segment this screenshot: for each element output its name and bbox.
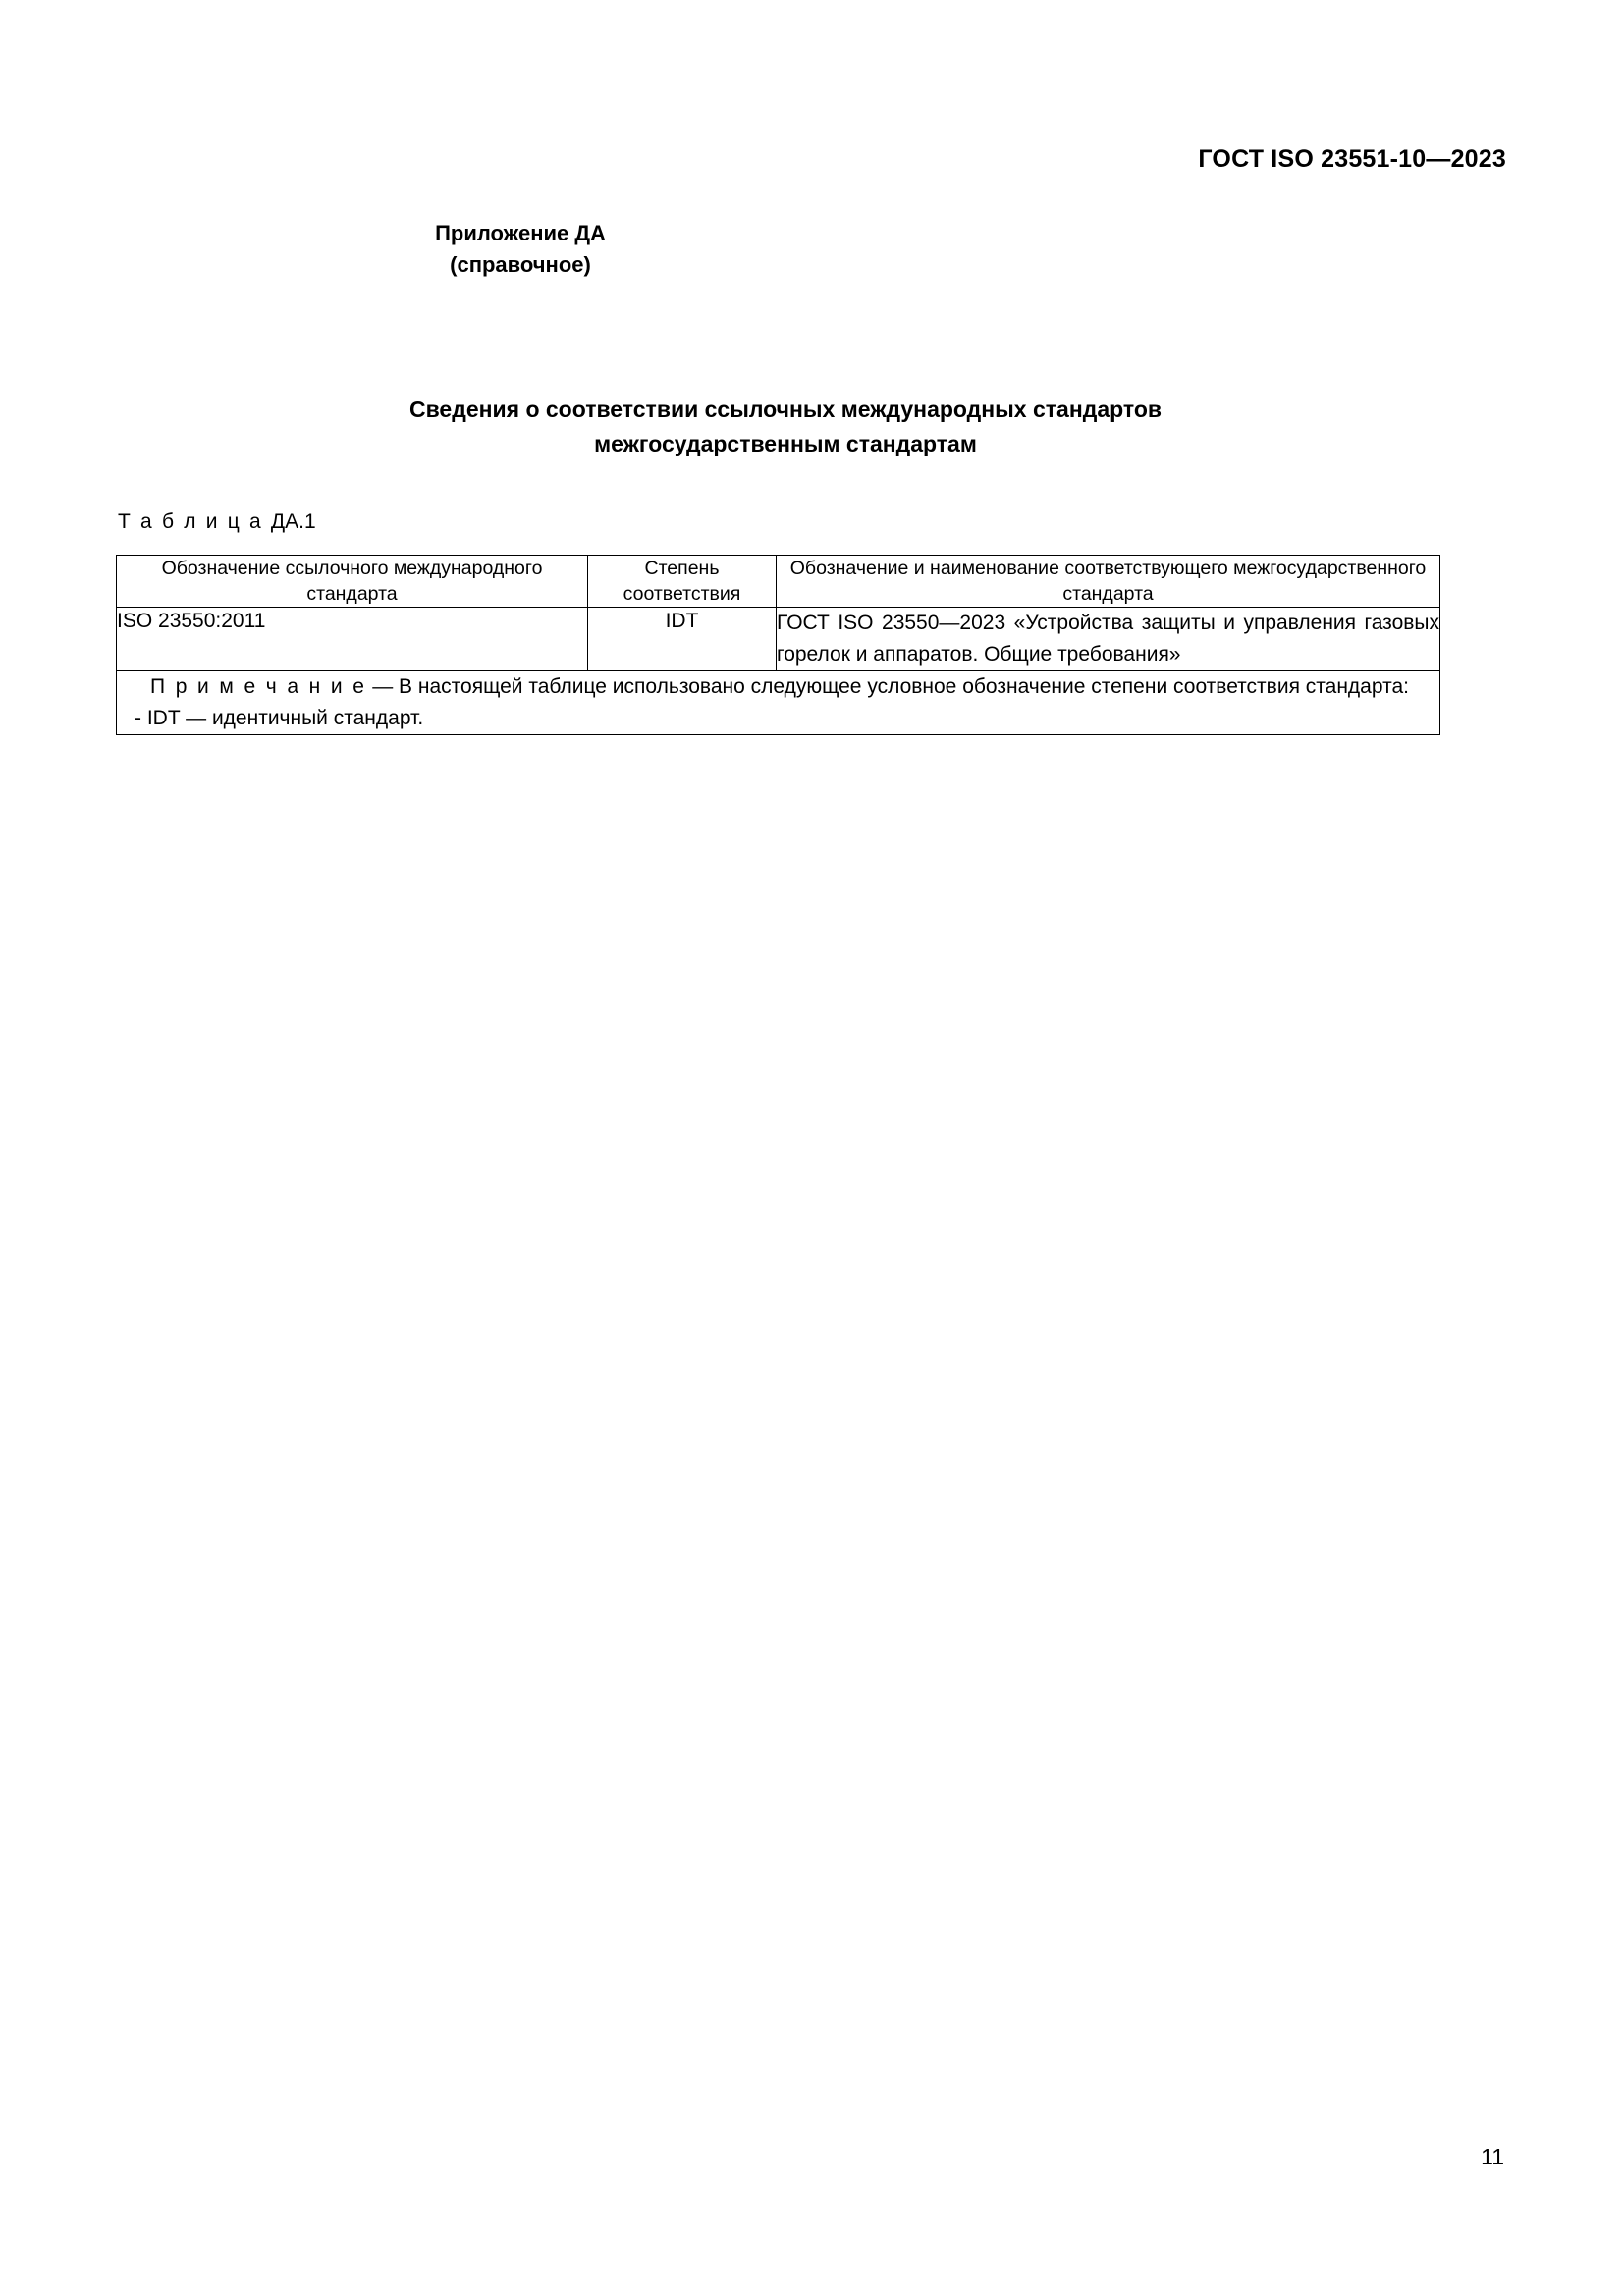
table-note-text: — В настоящей таблице использовано следующее условное обозначение степени соответствия стандарта: bbox=[372, 675, 1409, 698]
table-header-degree: Степень соответствия bbox=[588, 556, 777, 608]
table-caption-number: ДА.1 bbox=[270, 510, 316, 533]
table-header-equivalent: Обозначение и наименование соответствующего межгосударственного стандарта bbox=[777, 556, 1440, 608]
page-number: 11 bbox=[1481, 2144, 1504, 2169]
cell-reference-standard: ISO 23550:2011 bbox=[117, 608, 588, 671]
table-note-row bbox=[117, 671, 1440, 735]
table-caption bbox=[118, 510, 316, 534]
section-title bbox=[118, 393, 1453, 461]
section-title-line-1: Сведения о соответствии ссылочных международных стандартов bbox=[408, 397, 1163, 422]
table-header-reference: Обозначение ссылочного международного стандарта bbox=[117, 556, 588, 608]
annex-subtitle: (справочное) bbox=[450, 252, 591, 277]
cell-equivalent-standard: ГОСТ ISO 23550—2023 «Устройства защиты и управления газовых горелок и аппаратов. Общие требования» bbox=[777, 608, 1440, 671]
section-title-line-2: межгосударственным стандартам bbox=[594, 431, 977, 456]
page-header-standard-id: ГОСТ ISO 23551-10—2023 bbox=[1198, 145, 1506, 173]
annex-heading bbox=[0, 218, 1041, 281]
table-header-row bbox=[117, 556, 1440, 608]
correspondence-table bbox=[116, 555, 1440, 735]
table-row bbox=[117, 608, 1440, 671]
table-note-label: П р и м е ч а н и е bbox=[150, 675, 367, 698]
table-note-paragraph bbox=[117, 671, 1439, 703]
table-caption-label: Т а б л и ц а bbox=[118, 510, 263, 533]
cell-degree-of-correspondence: IDT bbox=[588, 608, 777, 671]
table-note bbox=[117, 671, 1440, 735]
annex-title: Приложение ДА bbox=[435, 221, 606, 245]
table-note-item: - IDT — идентичный стандарт. bbox=[135, 707, 424, 729]
